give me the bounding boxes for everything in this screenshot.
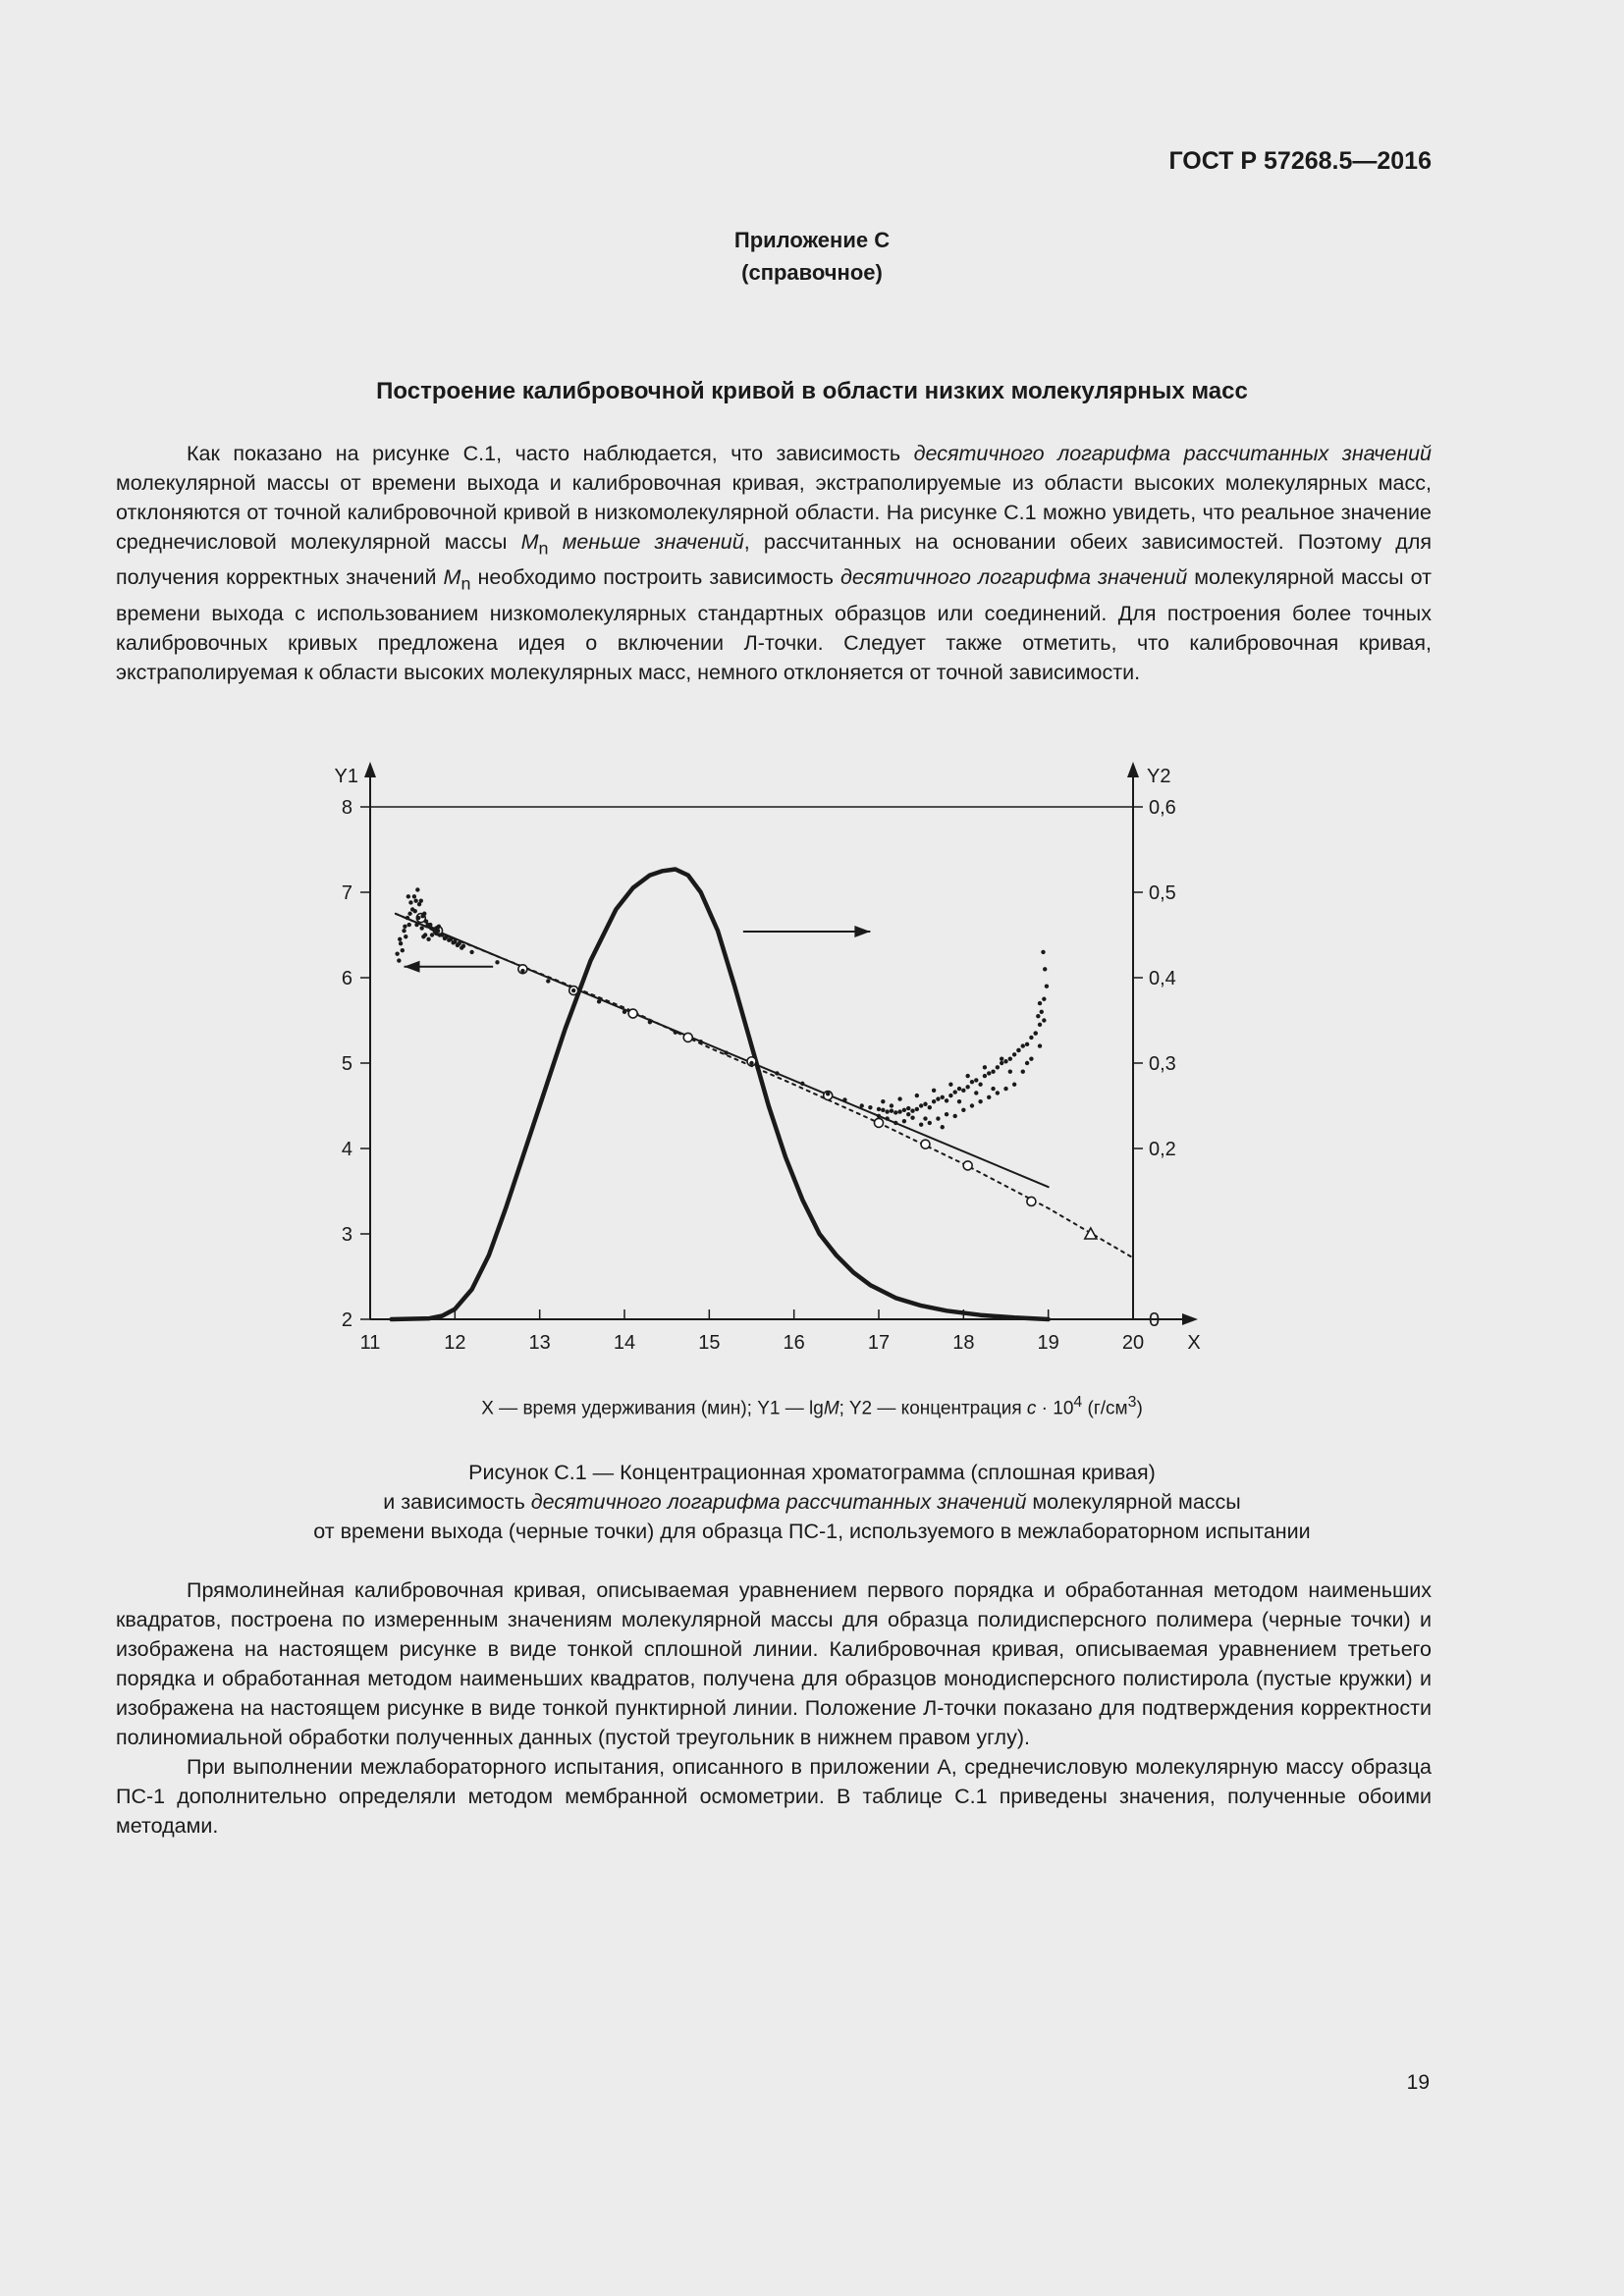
black-dot-point <box>957 1087 961 1091</box>
open-circle-point <box>628 1009 637 1018</box>
open-circle-point <box>875 1118 884 1127</box>
black-dot-point <box>571 988 575 992</box>
black-dot-point <box>1003 1087 1007 1091</box>
black-dot-point <box>1000 1056 1003 1060</box>
black-dot-point <box>945 1098 948 1102</box>
black-dot-point <box>826 1092 830 1095</box>
black-dot-point <box>885 1109 889 1113</box>
black-dot-point <box>915 1107 919 1111</box>
x-tick-label: 12 <box>444 1332 466 1354</box>
outro-paragraph-2: При выполнении межлабораторного испытания, описанного в приложении А, среднечисловую молекулярную массу образца ПС-1 дополнительно определяли методом мембранной осмометрии. В таблице С.1 приведены значения, полученные обоими методами. <box>116 1755 1432 1838</box>
open-circle-point <box>963 1161 972 1170</box>
black-dot-point <box>447 938 451 942</box>
black-dot-point <box>893 1110 897 1114</box>
y1-tick-label: 7 <box>341 882 352 904</box>
outro-paragraph-1: Прямолинейная калибровочная кривая, описываемая уравнением первого порядка и обработанная методом наименьших квадратов, построена по измеренным значениям молекулярной массы для образца полидисперсного полимера (черные точки) и изображена на настоящем рисунке в виде тонкой сплошной линии. Калибровочная кривая, описываемая уравнением третьего порядка и обработанная методом наименьших квадратов, получена для образцов монодисперсного полистирола (пустые кружки) и изображена на настоящем рисунке в виде тонкой пунктирной линии. Положение Л-точки показано для подтверждения корректности полиномиальной обработки полученных данных (пустой треугольник в нижнем правом углу). <box>116 1578 1432 1749</box>
black-dot-point <box>430 933 434 936</box>
x-tick-label: 19 <box>1037 1332 1059 1354</box>
black-dot-point <box>1021 1043 1025 1047</box>
black-dot-point <box>421 934 425 938</box>
direction-arrow-head <box>405 961 420 973</box>
black-dot-point <box>699 1040 703 1043</box>
black-dot-point <box>1021 1070 1025 1074</box>
black-dot-point <box>1012 1083 1016 1087</box>
black-dot-point <box>443 936 447 940</box>
y1-axis-label: Y1 <box>334 766 358 787</box>
black-dot-point <box>948 1094 952 1097</box>
black-dot-point <box>406 894 410 898</box>
outro-paragraphs <box>116 1575 1432 1841</box>
x-tick-label: 20 <box>1121 1332 1145 1354</box>
black-dot-point <box>953 1090 957 1094</box>
appendix-title: Приложение С <box>733 228 891 252</box>
black-dot-point <box>403 925 406 929</box>
black-dot-point <box>957 1099 961 1103</box>
figure-axes-legend: X — время удерживания (мин); Y1 — lgM; Y2 — концентрация $c \cdot 10^4$ $(г/см^3)$ <box>481 1394 1143 1419</box>
black-dot-point <box>965 1085 969 1089</box>
black-dot-point <box>1008 1070 1012 1074</box>
x-tick-label: 13 <box>528 1332 551 1354</box>
black-dot-point <box>1034 1031 1038 1035</box>
series-line-1 <box>396 914 1049 1187</box>
open-circle-point <box>921 1140 930 1148</box>
black-dot-point <box>961 1089 965 1093</box>
black-dot-point <box>987 1095 991 1099</box>
black-dot-point <box>965 1074 969 1078</box>
black-dot-point <box>395 951 399 955</box>
black-dot-point <box>416 916 420 920</box>
black-dot-point <box>1029 1056 1033 1060</box>
y1-tick-label: 3 <box>341 1224 352 1246</box>
black-dot-point <box>674 1030 677 1034</box>
black-dot-point <box>724 1050 728 1054</box>
intro-paragraph: Как показано на рисунке С.1, часто наблюдается, что зависимость десятичного логарифма рассчитанных значений молекулярной массы от времени выхода и калибровочная кривая, экстраполируемые из области высоких молекулярных масс, отклоняются от точной калибровочной кривой в низкомолекулярной области. На рисунке С.1 можно увидеть, что реальное значение среднечисловой молекулярной массы $M_n$ меньше значений, рассчитанных на основании обеих зависимостей. Поэтому для получения корректных значений $M_n$ необходимо построить зависимость десятичного логарифма значений молекулярной массы от времени выхода с использованием низкомолекулярных стандартных образцов или соединений. Для построения более точных калибровочных кривых предложена идея о включении Л-точки. Следует также отметить, что калибровочная кривая, экстраполируемая к области высоких молекулярных масс, немного отклоняется от точной зависимости. <box>116 442 1433 684</box>
black-dot-point <box>1012 1052 1016 1056</box>
black-dot-point <box>906 1106 910 1110</box>
black-dot-point <box>495 960 499 964</box>
black-dot-point <box>1038 1023 1042 1027</box>
black-dot-point <box>546 979 550 983</box>
y1-tick-label: 2 <box>341 1309 352 1331</box>
black-dot-point <box>936 1096 940 1100</box>
black-dot-point <box>941 1125 945 1129</box>
black-dot-point <box>401 948 405 952</box>
black-dot-point <box>928 1105 932 1109</box>
black-dot-point <box>597 999 601 1003</box>
black-dot-point <box>1029 1036 1033 1040</box>
black-dot-point <box>961 1108 965 1112</box>
black-dot-point <box>932 1099 936 1103</box>
black-dot-point <box>877 1114 881 1118</box>
black-dot-point <box>910 1109 914 1113</box>
y2-axis-label: Y2 <box>1147 766 1171 787</box>
black-dot-point <box>435 926 439 930</box>
x-axis-arrow <box>1182 1313 1198 1325</box>
open-triangle-point <box>1085 1228 1097 1239</box>
black-dot-point <box>469 950 473 954</box>
black-dot-point <box>438 933 442 936</box>
black-dot-point <box>749 1061 753 1065</box>
y2-tick-label: 0,2 <box>1149 1139 1176 1160</box>
black-dot-point <box>953 1114 957 1118</box>
black-dot-point <box>417 902 421 906</box>
black-dot-point <box>520 969 524 973</box>
black-dot-point <box>623 1010 626 1014</box>
black-dot-point <box>398 937 402 941</box>
black-dot-point <box>775 1071 779 1075</box>
black-dot-point <box>893 1121 897 1125</box>
black-dot-point <box>402 929 406 933</box>
black-dot-point <box>978 1099 982 1103</box>
black-dot-point <box>868 1105 872 1109</box>
y2-tick-label: 0,6 <box>1149 797 1176 819</box>
black-dot-point <box>414 923 418 927</box>
x-tick-label: 17 <box>867 1332 891 1354</box>
black-dot-point <box>424 919 428 923</box>
x-tick-label: 16 <box>783 1332 805 1354</box>
black-dot-point <box>1043 967 1047 971</box>
black-dot-point <box>928 1121 932 1125</box>
black-dot-point <box>460 945 463 949</box>
black-dot-point <box>897 1096 901 1100</box>
black-dot-point <box>991 1087 995 1091</box>
black-dot-point <box>970 1103 974 1107</box>
black-dot-point <box>945 1112 948 1116</box>
black-dot-point <box>1016 1048 1020 1052</box>
black-dot-point <box>906 1112 910 1116</box>
x-tick-label: 18 <box>952 1332 975 1354</box>
y2-tick-label: 0,4 <box>1149 968 1176 989</box>
black-dot-point <box>983 1074 987 1078</box>
black-dot-point <box>407 912 411 916</box>
black-dot-point <box>923 1102 927 1106</box>
black-dot-point <box>428 923 432 927</box>
black-dot-point <box>399 941 403 945</box>
y2-tick-label: 0 <box>1149 1309 1161 1331</box>
black-dot-point <box>910 1115 914 1119</box>
black-dot-point <box>1036 1014 1040 1018</box>
y1-tick-label: 5 <box>341 1053 352 1075</box>
black-dot-point <box>1040 1010 1044 1014</box>
black-dot-point <box>1038 1043 1042 1047</box>
black-dot-point <box>860 1103 864 1107</box>
black-dot-point <box>426 937 430 941</box>
black-dot-point <box>890 1109 893 1113</box>
black-dot-point <box>406 916 409 920</box>
x-tick-label: 15 <box>698 1332 721 1354</box>
black-dot-point <box>413 899 417 903</box>
open-circle-point <box>1027 1197 1036 1205</box>
x-axis-label: X <box>1187 1332 1201 1354</box>
black-dot-point <box>451 940 455 944</box>
black-dot-point <box>397 958 401 962</box>
black-dot-point <box>408 900 412 904</box>
black-dot-point <box>978 1083 982 1087</box>
black-dot-point <box>648 1020 652 1024</box>
black-dot-point <box>941 1095 945 1099</box>
page-number: 19 <box>1406 2071 1430 2094</box>
black-dot-point <box>407 923 411 927</box>
document-header: ГОСТ Р 57268.5—2016 <box>1168 147 1432 175</box>
y1-tick-label: 4 <box>341 1139 352 1160</box>
x-tick-label: 14 <box>613 1332 636 1354</box>
black-dot-point <box>948 1083 952 1087</box>
black-dot-point <box>881 1099 885 1103</box>
black-dot-point <box>987 1071 991 1075</box>
black-dot-point <box>991 1070 995 1074</box>
black-dot-point <box>936 1116 940 1120</box>
black-dot-point <box>974 1078 978 1082</box>
black-dot-point <box>1000 1061 1003 1065</box>
black-dot-point <box>983 1065 987 1069</box>
black-dot-point <box>1008 1056 1012 1060</box>
y1-axis-arrow <box>364 762 376 777</box>
black-dot-point <box>902 1119 906 1123</box>
black-dot-point <box>902 1108 906 1112</box>
appendix-subtitle: (справочное) <box>741 260 883 285</box>
black-dot-point <box>1038 1001 1042 1005</box>
black-dot-point <box>885 1116 889 1120</box>
black-dot-point <box>419 926 423 930</box>
black-dot-point <box>413 909 417 913</box>
black-dot-point <box>919 1122 923 1126</box>
black-dot-point <box>420 914 424 918</box>
black-dot-point <box>1025 1061 1029 1065</box>
black-dot-point <box>404 934 407 938</box>
black-dot-point <box>456 943 460 947</box>
black-dot-point <box>877 1107 881 1111</box>
black-dot-point <box>1025 1042 1029 1046</box>
x-tick-label: 11 <box>359 1332 381 1354</box>
black-dot-point <box>932 1089 936 1093</box>
black-dot-point <box>1041 950 1045 954</box>
y2-tick-label: 0,5 <box>1149 882 1176 904</box>
black-dot-point <box>974 1091 978 1095</box>
section-title: Построение калибровочной кривой в области низких молекулярных масс <box>376 378 1248 404</box>
figure-caption: Рисунок С.1 — Концентрационная хроматограмма (сплошная кривая) и зависимость десятичного логарифма рассчитанных значений молекулярной массы от времени выхода (черные точки) для образца ПС-1, используемого в межлабораторном испытании <box>313 1461 1311 1543</box>
black-dot-point <box>881 1108 885 1112</box>
black-dot-point <box>915 1094 919 1097</box>
black-dot-point <box>800 1082 804 1086</box>
black-dot-point <box>897 1109 901 1113</box>
black-dot-point <box>996 1065 1000 1069</box>
open-circle-point <box>683 1033 692 1041</box>
black-dot-point <box>1003 1059 1007 1063</box>
black-dot-point <box>890 1103 893 1107</box>
y2-tick-label: 0,3 <box>1149 1053 1176 1075</box>
black-dot-point <box>1042 997 1046 1001</box>
black-dot-point <box>1045 985 1049 988</box>
black-dot-point <box>996 1091 1000 1095</box>
direction-arrow-head <box>854 926 870 937</box>
black-dot-point <box>842 1097 846 1101</box>
black-dot-point <box>415 887 419 891</box>
y2-axis-arrow <box>1127 762 1139 777</box>
black-dot-point <box>1042 1018 1046 1022</box>
black-dot-point <box>412 894 416 898</box>
black-dot-point <box>970 1080 974 1084</box>
black-dot-point <box>923 1116 927 1120</box>
y1-tick-label: 8 <box>341 797 352 819</box>
black-dot-point <box>919 1103 923 1107</box>
y1-tick-label: 6 <box>341 968 352 989</box>
